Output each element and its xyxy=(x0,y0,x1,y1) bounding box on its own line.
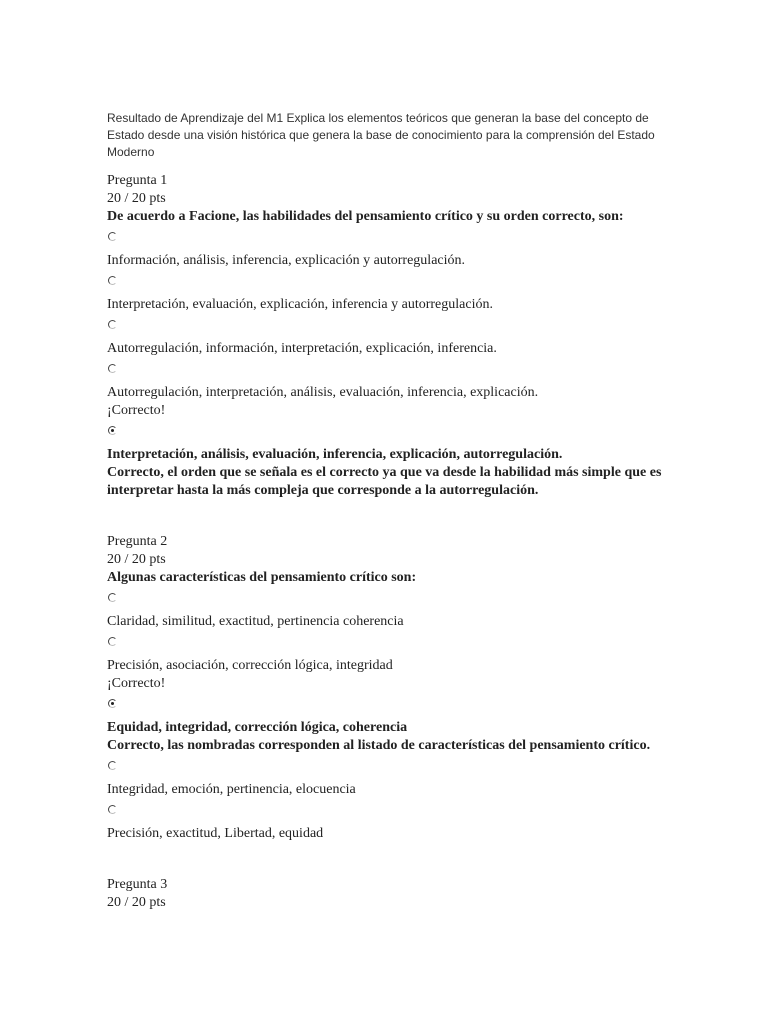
option-radio[interactable] xyxy=(107,799,707,825)
answer-option: Autorregulación, interpretación, análisis, evaluación, inferencia, explicación. xyxy=(107,385,539,400)
correct-answer-option: Equidad, integridad, corrección lógica, coherencia xyxy=(107,720,408,735)
answer-option: Información, análisis, inferencia, explicación y autorregulación. xyxy=(107,253,466,268)
option-radio[interactable] xyxy=(107,587,707,613)
question-points: 20 / 20 pts xyxy=(107,191,166,206)
correct-answer-option: Interpretación, análisis, evaluación, inferencia, explicación, autorregulación. xyxy=(107,447,563,462)
question-2 xyxy=(107,533,707,843)
answer-feedback: Correcto, el orden que se señala es el correcto ya que va desde la habilidad más simple que es interpretar hasta la más compleja que corresponde a la autorregulación. xyxy=(107,465,662,498)
option-radio[interactable] xyxy=(107,755,707,781)
option-radio[interactable] xyxy=(107,314,707,340)
answer-option: Interpretación, evaluación, explicación, inferencia y autorregulación. xyxy=(107,297,493,312)
radio-button-icon[interactable] xyxy=(108,364,117,373)
radio-button-icon[interactable] xyxy=(108,320,117,329)
correct-answer-label: ¡Correcto! xyxy=(107,676,166,691)
option-radio[interactable] xyxy=(107,226,707,252)
radio-button-icon[interactable] xyxy=(108,761,117,770)
radio-button-icon[interactable] xyxy=(108,276,117,285)
answer-option: Precisión, asociación, corrección lógica, integridad xyxy=(107,658,393,673)
question-label: Pregunta 3 xyxy=(107,877,168,892)
answer-option: Precisión, exactitud, Libertad, equidad xyxy=(107,826,324,841)
correct-answer-label: ¡Correcto! xyxy=(107,403,166,418)
answer-option: Autorregulación, información, interpretación, explicación, inferencia. xyxy=(107,341,497,356)
option-radio[interactable] xyxy=(107,631,707,657)
radio-button-icon[interactable] xyxy=(108,232,117,241)
option-radio-selected[interactable] xyxy=(107,420,707,446)
answer-option: Claridad, similitud, exactitud, pertinencia coherencia xyxy=(107,614,404,629)
radio-button-icon[interactable] xyxy=(108,637,117,646)
answer-option: Integridad, emoción, pertinencia, elocuencia xyxy=(107,782,356,797)
question-text: Algunas características del pensamiento crítico son: xyxy=(107,570,417,585)
option-radio[interactable] xyxy=(107,358,707,384)
radio-button-icon[interactable] xyxy=(108,593,117,602)
option-radio[interactable] xyxy=(107,270,707,296)
question-label: Pregunta 2 xyxy=(107,534,168,549)
question-points: 20 / 20 pts xyxy=(107,552,166,567)
question-3 xyxy=(107,876,707,912)
option-radio-selected[interactable] xyxy=(107,693,707,719)
question-text: De acuerdo a Facione, las habilidades del pensamiento crítico y su orden correcto, son: xyxy=(107,209,624,224)
learning-outcome-text: Resultado de Aprendizaje del M1 Explica los elementos teóricos que generan la base del concepto de Estado desde una visión histórica que genera la base de conocimiento para la comprensión del Estado Moderno xyxy=(107,111,655,159)
radio-button-icon[interactable] xyxy=(108,805,117,814)
radio-button-selected-icon[interactable] xyxy=(108,426,117,435)
question-points: 20 / 20 pts xyxy=(107,895,166,910)
radio-button-selected-icon[interactable] xyxy=(108,699,117,708)
answer-feedback: Correcto, las nombradas corresponden al listado de características del pensamiento crítico. xyxy=(107,738,651,753)
question-1 xyxy=(107,172,707,500)
question-label: Pregunta 1 xyxy=(107,173,168,188)
